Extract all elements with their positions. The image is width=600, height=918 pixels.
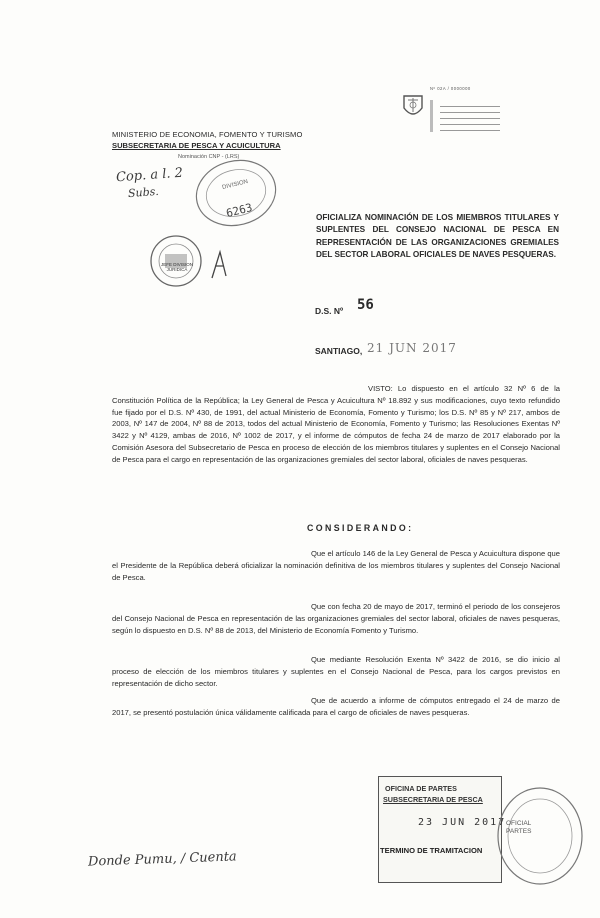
ds-label: D.S. Nº bbox=[315, 306, 344, 316]
termino-tramitacion: TERMINO DE TRAMITACION bbox=[380, 846, 483, 855]
partes-round-stamp-icon bbox=[494, 784, 586, 888]
santiago-date: 21 JUN 2017 bbox=[367, 341, 457, 355]
ds-number: 56 bbox=[357, 297, 374, 313]
visto-paragraph: VISTO: Lo dispuesto en el artículo 32 Nº 6 de la Constitución Política de la República; la Ley General de Pesca y Acuicultura Nº 18.892 y sus modificaciones, cuyo texto refundido fue fijado por el D.S. Nº 430, de 1991, del actual Ministerio de Economía, Fomento y Turismo; los D.S. Nº 85 y Nº 217, ambos de 2003, Nº 147 de 2004, Nº 88 de 2013, todos del actual Ministerio de Economía, Fomento y Turismo; las Resoluciones Exentas Nº 3422 y Nº 4129, ambas de 2016, Nº 1002 de 2017, y el informe de cómputos de fecha 24 de marzo de 2017 elaborado por la Comisión Asesora del Subsecretario de Pesca en proceso de elección de los miembros titulares y suplentes en el Consejo Nacional de Pesca para el cargo en representación de las organizaciones gremiales del sector laboral, oficiales de naves pesqueras. bbox=[112, 384, 560, 464]
partes-line: PARTES bbox=[506, 828, 532, 835]
coat-of-arms-logo bbox=[400, 92, 426, 122]
considerando-paragraph: Que con fecha 20 de mayo de 2017, terminó el periodo de los consejeros del Consejo Nacional de Pesca en representación de las organizaciones gremiales del sector laboral, oficiales de naves pesqueras, según lo dispuesto en D.S. Nº 88 de 2013, del Ministerio de Economía Fomento y Turismo. bbox=[112, 602, 560, 635]
page-marks: Nº 02A / 0000000 bbox=[430, 86, 471, 91]
oficial-partes-stamp bbox=[506, 820, 531, 836]
handwritten-signature: Donde Pumu, / Cuenta bbox=[87, 849, 237, 870]
considerando-title: CONSIDERANDO: bbox=[307, 523, 414, 533]
initials-mark-icon bbox=[208, 248, 230, 280]
considerando-paragraph: Que mediante Resolución Exenta Nº 3422 de 2016, se dio inicio al proceso de elección de los miembros titulares y suplentes en el Consejo Nacional de Pesca, para los cargos previstos en representación de dicho sector. bbox=[112, 655, 560, 688]
santiago-label: SANTIAGO, bbox=[315, 346, 363, 356]
received-date: 23 JUN 2017 bbox=[418, 817, 507, 828]
considerando-paragraph: Que de acuerdo a informe de cómputos entregado el 24 de marzo de 2017, se presentó postulación única válidamente calificada para el cargo de oficiales de naves pesqueras. bbox=[112, 696, 560, 717]
subsecretaria-header: SUBSECRETARIA DE PESCA Y ACUICULTURA bbox=[112, 141, 281, 150]
round-stamp-number: 6263 bbox=[224, 200, 254, 221]
legal-stamp-icon bbox=[143, 232, 209, 290]
oficial-line: OFICIAL bbox=[506, 820, 532, 827]
considerando-paragraph: Que el artículo 146 de la Ley General de Pesca y Acuicultura dispone que el Presidente de la República deberá oficializar la nominación definitiva de los miembros titulares y suplentes del Consejo Nacional de Pesca. bbox=[112, 549, 560, 582]
handwritten-note-2: Subs. bbox=[127, 184, 160, 201]
decree-subject: OFICIALIZA NOMINACIÓN DE LOS MIEMBROS TITULARES Y SUPLENTES DEL CONSEJO NACIONAL DE PESCA EN REPRESENTACIÓN DE LAS ORGANIZACIONES GREMIALES DEL SECTOR LABORAL OFICIALES DE NAVES PESQUERAS. bbox=[316, 213, 559, 260]
handwritten-note: Cop. a l. 2 bbox=[115, 165, 184, 186]
control-marks-icon bbox=[430, 96, 510, 146]
office-stamp-line1: OFICINA DE PARTES bbox=[385, 784, 457, 793]
office-stamp-line2: SUBSECRETARIA DE PESCA bbox=[383, 795, 483, 804]
nomination-ref: Nominación CNP - (LRS) bbox=[178, 154, 240, 160]
round-stamp-label: DIVISION bbox=[221, 178, 249, 192]
legal-stamp-label: JEFE DIVISION JURIDICA bbox=[160, 262, 193, 272]
ministry-header: MINISTERIO DE ECONOMIA, FOMENTO Y TURISMO bbox=[112, 130, 303, 139]
